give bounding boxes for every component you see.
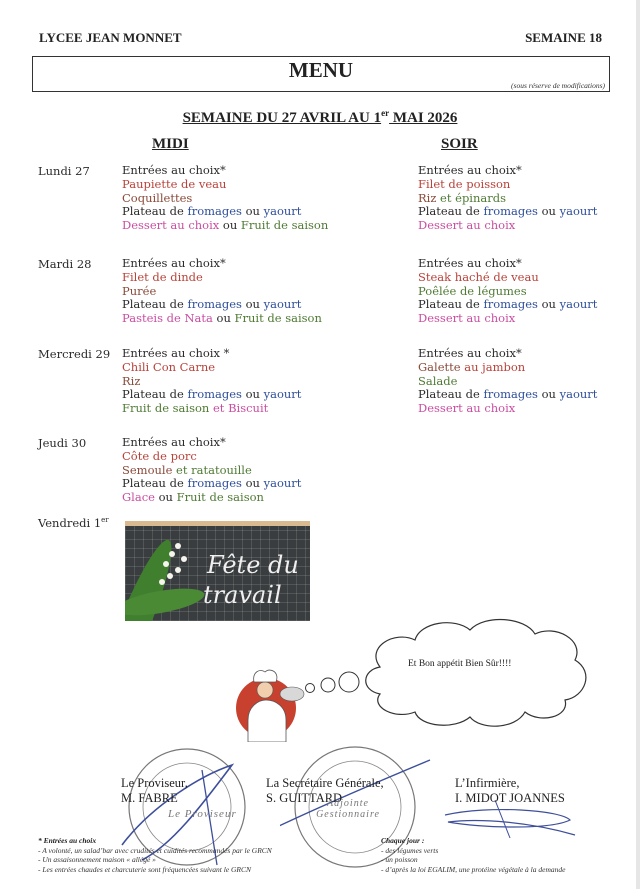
menu-item	[418, 312, 597, 326]
week-range	[0, 108, 640, 127]
menu-item-text: yaourt	[559, 387, 598, 402]
menu-item	[122, 205, 328, 219]
menu-item-text: Riz	[418, 190, 437, 205]
menu-item-text: Coquillettes	[122, 190, 193, 205]
menu-item	[418, 375, 597, 389]
lily-flower-icon	[169, 551, 175, 557]
menu-item-text: ou	[241, 387, 264, 402]
lily-flower-icon	[163, 561, 169, 567]
menu-item-text: au jambon	[460, 359, 526, 374]
menu-item-text: Dessert au choix	[418, 401, 516, 416]
menu-item-text: Fruit de saison	[176, 490, 264, 505]
menu-item-text: Purée	[122, 283, 157, 298]
menu-item-text: Entrées au choix*	[122, 163, 226, 177]
footnote-item: - A volonté, un salad’bar avec crudités et cuidités recommandés par le GRCN	[38, 845, 272, 855]
menu-item-text: Riz	[122, 373, 141, 388]
menu-item-text: fromages	[187, 387, 242, 402]
column-header-midi: MIDI	[152, 136, 189, 152]
menu-item-text: Filet de dinde	[122, 269, 203, 284]
menu-item	[122, 178, 328, 192]
thought-dot-large	[339, 672, 359, 692]
menu-item	[418, 271, 597, 285]
menu-item-text: fromages	[483, 297, 538, 312]
menu-item	[418, 402, 597, 416]
menu-item-text: Fruit de saison	[122, 401, 210, 416]
menu-item-text: Poêlée de légumes	[418, 283, 527, 298]
lunch-menu	[122, 436, 301, 505]
menu-item-text: Chili Con Carne	[122, 359, 216, 374]
footnote-title: Chaque jour :	[381, 836, 425, 845]
signatory-role: L’Infirmière,	[455, 776, 520, 790]
menu-item-text: fromages	[187, 204, 242, 219]
menu-item	[122, 347, 301, 361]
lily-flower-icon	[181, 556, 187, 562]
menu-item	[418, 388, 597, 402]
menu-item-text: ou	[212, 311, 235, 326]
footnote-item: - d’après la loi EGALIM, une protéine végétale à la demande	[381, 864, 566, 874]
chef-thought-bubble-graphic	[230, 612, 590, 742]
menu-item	[122, 491, 301, 505]
footnote-title: * Entrées au choix	[38, 836, 97, 845]
lily-flower-icon	[175, 543, 181, 549]
week-range-prefix: SEMAINE DU 27 AVRIL AU 1	[182, 110, 382, 126]
menu-item-text: Filet de poisson	[418, 176, 511, 191]
footnote-chaque-jour	[381, 836, 565, 874]
menu-item-text: Entrées au choix*	[418, 163, 522, 177]
day-label: Jeudi 30	[38, 436, 87, 450]
menu-item	[418, 285, 597, 299]
disclaimer: (sous réserve de modifications)	[511, 81, 605, 90]
menu-item	[122, 402, 301, 416]
menu-item-text: Galette	[418, 359, 461, 374]
menu-item-text: Semoule	[122, 462, 173, 477]
menu-item-text: fromages	[187, 297, 242, 312]
bubble-message: Et Bon appétit Bien Sûr!!!!	[408, 659, 512, 669]
menu-item-text: fromages	[483, 204, 538, 219]
holiday-text-line1: Fête du	[207, 551, 299, 579]
menu-item-text: Entrées au choix*	[418, 256, 522, 270]
lunch-menu	[122, 347, 301, 416]
menu-item-text: yaourt	[263, 476, 302, 491]
dinner-menu	[418, 347, 597, 416]
stamp-label-secretaire: Adjointe Gestionnaire	[316, 798, 380, 820]
menu-item-text: Fruit de saison	[240, 218, 329, 233]
lily-flower-icon	[159, 579, 165, 585]
holiday-text-line2: travail	[203, 581, 282, 609]
menu-item	[122, 312, 322, 326]
menu-item-text: Plateau de	[418, 204, 484, 219]
menu-item	[122, 477, 301, 491]
menu-item	[122, 257, 322, 271]
menu-item-text: et Biscuit	[209, 401, 269, 416]
menu-item-text: ou	[241, 297, 264, 312]
menu-title-box	[32, 56, 610, 92]
menu-item-text: Côte de porc	[122, 448, 197, 463]
menu-item	[122, 219, 328, 233]
nurse-signature	[440, 800, 580, 840]
menu-item	[418, 298, 597, 312]
menu-item	[122, 285, 322, 299]
thought-dot-small	[306, 684, 315, 693]
lunch-menu	[122, 257, 322, 326]
menu-item-text: Paupiette de veau	[122, 176, 227, 191]
friday-label-sup: er	[101, 516, 109, 525]
menu-item-text: Plateau de	[122, 204, 188, 219]
footnote-item: - un poisson	[381, 855, 418, 864]
menu-item-text: yaourt	[263, 297, 302, 312]
menu-item	[122, 450, 301, 464]
menu-item-text: Entrées au choix*	[122, 435, 226, 449]
friday-label: Vendredi 1	[38, 516, 102, 530]
menu-item-text: Plateau de	[122, 387, 188, 402]
menu-item-text: et ratatouille	[172, 462, 252, 477]
menu-item-text: fromages	[483, 387, 538, 402]
footnote-entrees	[38, 836, 272, 874]
menu-item-text: Fruit de saison	[234, 311, 322, 326]
menu-item	[418, 347, 597, 361]
menu-item-text: et épinards	[436, 190, 507, 205]
menu-item-text: Steak haché de veau	[418, 269, 539, 284]
signature-block-proviseur	[121, 776, 188, 806]
menu-item	[122, 361, 301, 375]
holiday-chalkboard-image	[125, 521, 310, 621]
lily-flower-icon	[167, 573, 173, 579]
menu-item	[122, 464, 301, 478]
menu-item	[122, 436, 301, 450]
lily-flower-icon	[175, 567, 181, 573]
day-label: Mercredi 29	[38, 347, 111, 361]
menu-item-text: Plateau de	[418, 297, 484, 312]
menu-item	[122, 375, 301, 389]
menu-item-text: Entrées au choix *	[122, 346, 230, 360]
menu-item-text: yaourt	[263, 204, 302, 219]
week-range-suffix: MAI 2026	[389, 110, 458, 126]
thought-cloud	[366, 619, 586, 726]
menu-item	[418, 164, 597, 178]
menu-item	[418, 219, 597, 233]
menu-item	[122, 271, 322, 285]
menu-item	[418, 205, 597, 219]
menu-item-text: ou	[537, 387, 560, 402]
menu-item-text: ou	[241, 476, 264, 491]
menu-item	[418, 178, 597, 192]
dinner-menu	[418, 164, 597, 233]
menu-item-text: Plateau de	[122, 297, 188, 312]
signatory-role: Le Proviseur,	[121, 776, 188, 790]
footnote-item: - Les entrées chaudes et charcuterie sont fréquencées suivant le GRCN	[38, 864, 252, 874]
week-number: SEMAINE 18	[525, 30, 602, 45]
footnote-item: - des légumes verts	[381, 845, 439, 855]
school-name: LYCEE JEAN MONNET	[39, 30, 182, 45]
column-header-soir: SOIR	[441, 136, 478, 152]
menu-item-text: Entrées au choix*	[122, 256, 226, 270]
menu-item-text: Salade	[418, 373, 458, 388]
menu-item	[122, 164, 328, 178]
signatory-name: I. MIDOT JOANNES	[455, 791, 565, 805]
menu-item	[418, 257, 597, 271]
chalkboard-frame	[125, 521, 310, 526]
menu-item-text: Plateau de	[122, 476, 188, 491]
menu-item-text: Pasteis de Nata	[122, 311, 213, 326]
menu-item-text: Entrées au choix*	[418, 346, 522, 360]
day-label: Lundi 27	[38, 164, 90, 178]
signatory-name: S. GUITTARD	[266, 791, 343, 805]
menu-item	[122, 388, 301, 402]
menu-item-text: Dessert au choix	[122, 218, 220, 233]
menu-item	[122, 298, 322, 312]
signatory-role: La Secrétaire Générale,	[266, 776, 384, 790]
signature-block-infirmiere	[455, 776, 565, 806]
menu-item	[122, 192, 328, 206]
menu-item	[418, 361, 597, 375]
menu-item-text: yaourt	[263, 387, 302, 402]
menu-item-text: yaourt	[559, 297, 598, 312]
signatory-name: M. FABRE	[121, 791, 178, 805]
day-label: Mardi 28	[38, 257, 92, 271]
page-edge	[636, 0, 640, 889]
menu-item-text: yaourt	[559, 204, 598, 219]
menu-item-text: Plateau de	[418, 387, 484, 402]
menu-item	[418, 192, 597, 206]
menu-item-text: ou	[241, 204, 264, 219]
lunch-menu	[122, 164, 328, 233]
menu-item-text: fromages	[187, 476, 242, 491]
stamp-label-proviseur: Le Proviseur	[168, 808, 237, 820]
chef-icon	[236, 670, 304, 742]
menu-item-text: Glace	[122, 490, 155, 505]
menu-item-text: ou	[154, 490, 177, 505]
menu-item-text: ou	[537, 297, 560, 312]
dinner-menu	[418, 257, 597, 326]
menu-title: MENU	[288, 58, 354, 82]
thought-dot-medium	[321, 678, 335, 692]
week-range-sup: er	[381, 108, 390, 118]
day-label-friday	[38, 516, 109, 530]
menu-item-text: ou	[219, 218, 241, 233]
menu-item-text: Dessert au choix	[418, 218, 516, 233]
menu-item-text: Dessert au choix	[418, 311, 516, 326]
footnote-item: - Un assaisonnement maison « allégé »	[38, 855, 156, 864]
menu-item-text: ou	[537, 204, 560, 219]
